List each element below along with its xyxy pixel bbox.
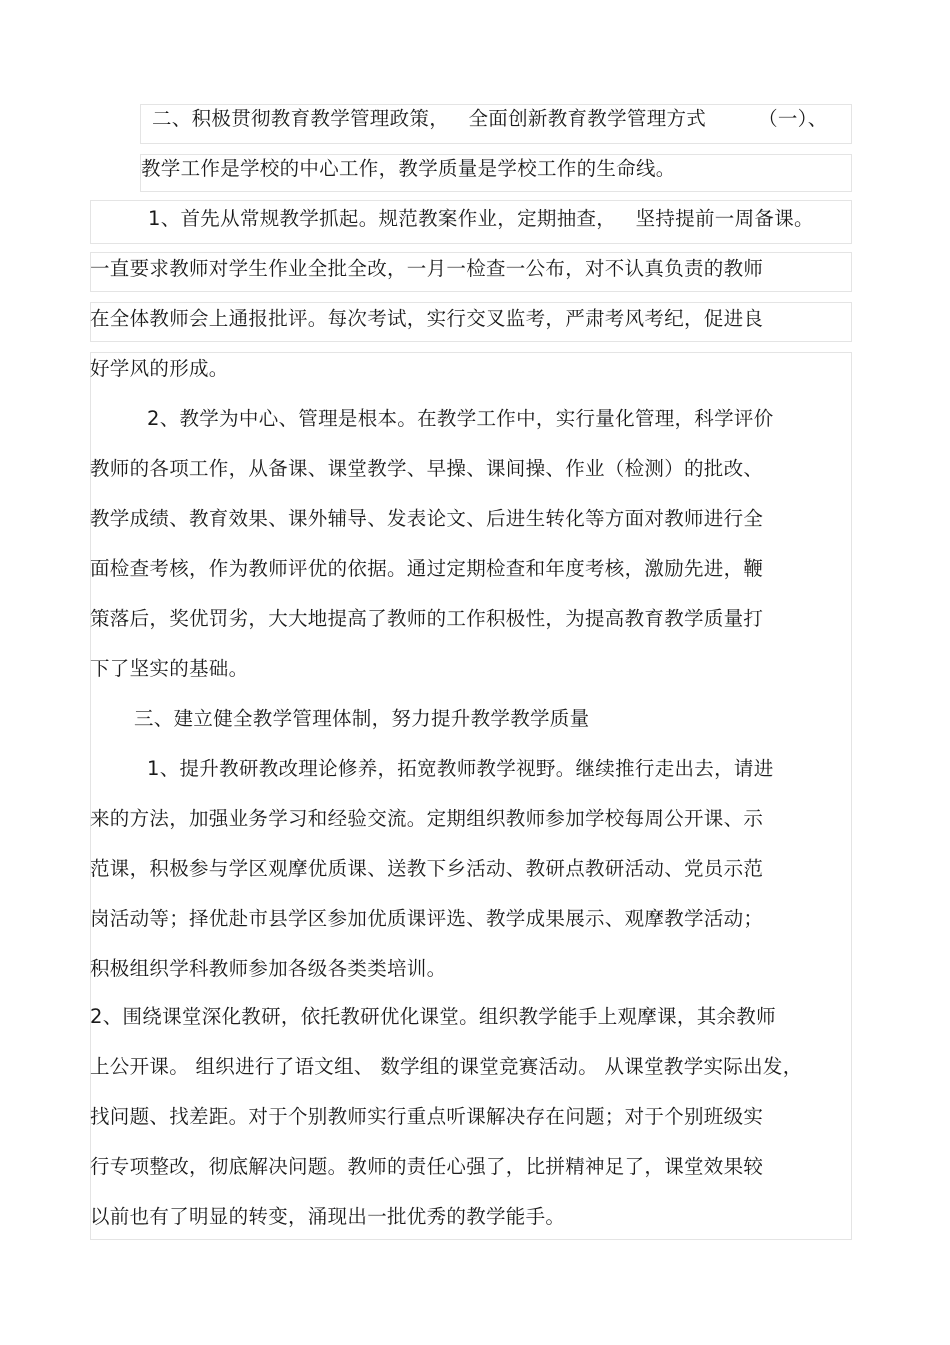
paragraph-line: 找问题、找差距。对于个别教师实行重点听课解决存在问题；对于个别班级实 bbox=[90, 1105, 764, 1128]
paragraph-line: 面检查考核，作为教师评优的依据。通过定期检查和年度考核，激励先进，鞭 bbox=[90, 557, 764, 580]
paragraph-line: 教学成绩、教育效果、课外辅导、发表论文、后进生转化等方面对教师进行全 bbox=[90, 507, 764, 530]
paragraph-line: 来的方法，加强业务学习和经验交流。定期组织教师参加学校每周公开课、示 bbox=[90, 807, 764, 830]
paragraph-line: 下了坚实的基础。 bbox=[90, 657, 249, 680]
paragraph-line: 好学风的形成。 bbox=[90, 357, 229, 380]
paragraph-line: 以前也有了明显的转变，涌现出一批优秀的教学能手。 bbox=[90, 1205, 566, 1228]
heading-section-two: 二、积极贯彻教育教学管理政策， 全面创新教育教学管理方式 （一）、 bbox=[152, 107, 828, 130]
paragraph-line: 积极组织学科教师参加各级各类类培训。 bbox=[90, 957, 447, 980]
paragraph-line: 2、围绕课堂深化教研，依托教研优化课堂。组织教学能手上观摩课，其余教师 bbox=[90, 1005, 776, 1028]
paragraph-line: 2、教学为中心、管理是根本。在教学工作中，实行量化管理，科学评价 bbox=[147, 407, 774, 430]
heading-section-three: 三、建立健全教学管理体制，努力提升教学教学质量 bbox=[134, 707, 590, 730]
paragraph-line: 1、提升教研教改理论修养，拓宽教师教学视野。继续推行走出去，请进 bbox=[147, 757, 774, 780]
paragraph-line: 行专项整改，彻底解决问题。教师的责任心强了，比拼精神足了，课堂效果较 bbox=[90, 1155, 764, 1178]
paragraph-line: 教学工作是学校的中心工作，教学质量是学校工作的生命线。 bbox=[141, 157, 676, 180]
paragraph-line: 教师的各项工作，从备课、课堂教学、早操、课间操、作业（检测）的批改、 bbox=[90, 457, 764, 480]
paragraph-line: 策落后，奖优罚劣，大大地提高了教师的工作积极性，为提高教育教学质量打 bbox=[90, 607, 764, 630]
paragraph-line: 在全体教师会上通报批评。每次考试，实行交叉监考，严肃考风考纪，促进良 bbox=[90, 307, 764, 330]
paragraph-line: 岗活动等；择优赴市县学区参加优质课评选、教学成果展示、观摩教学活动； bbox=[90, 907, 764, 930]
paragraph-line: 一直要求教师对学生作业全批全改，一月一检查一公布，对不认真负责的教师 bbox=[90, 257, 764, 280]
paragraph-line: 1、首先从常规教学抓起。规范教案作业，定期抽查， 坚持提前一周备课。 bbox=[148, 207, 814, 230]
paragraph-line: 上公开课。 组织进行了语文组、 数学组的课堂竞赛活动。 从课堂教学实际出发， bbox=[90, 1055, 803, 1078]
paragraph-line: 范课，积极参与学区观摩优质课、送教下乡活动、教研点教研活动、党员示范 bbox=[90, 857, 764, 880]
